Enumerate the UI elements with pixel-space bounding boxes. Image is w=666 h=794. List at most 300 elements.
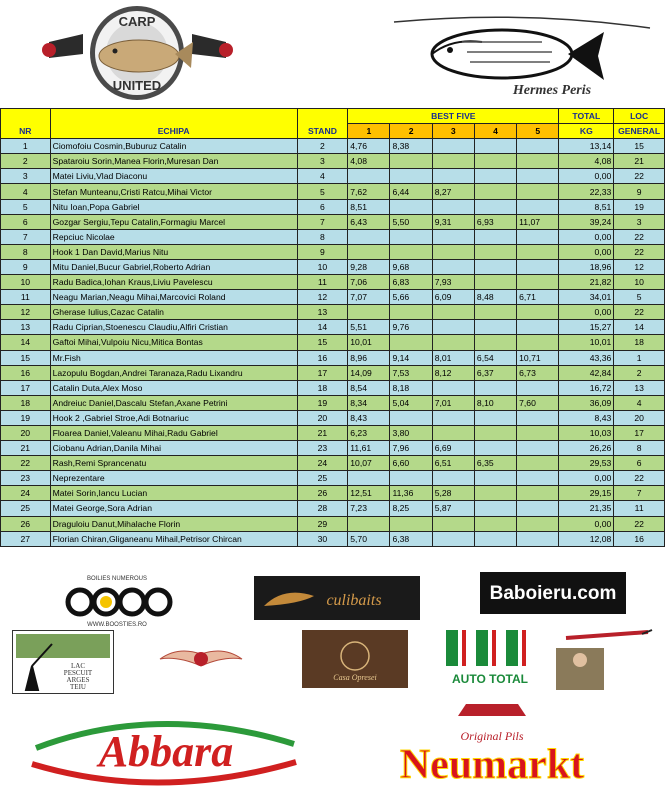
row-score-3 <box>432 229 474 244</box>
table-row <box>1 380 665 395</box>
row-nr: 24 <box>1 486 51 501</box>
row-score-3: 7,93 <box>432 275 474 290</box>
row-score-5 <box>517 516 559 531</box>
row-score-3 <box>432 320 474 335</box>
row-score-2: 3,80 <box>390 425 432 440</box>
header-row-1 <box>1 109 665 124</box>
row-score-1 <box>348 516 390 531</box>
row-total: 29,53 <box>559 456 614 471</box>
row-score-3: 6,09 <box>432 290 474 305</box>
row-nr: 17 <box>1 380 51 395</box>
row-stand: 25 <box>297 471 348 486</box>
row-team: Neprezentare <box>50 471 297 486</box>
auto-total-logo <box>434 628 546 686</box>
row-score-1: 14,09 <box>348 365 390 380</box>
row-team: Hook 1 Dan David,Marius Nitu <box>50 244 297 259</box>
row-score-5 <box>517 259 559 274</box>
row-stand: 19 <box>297 395 348 410</box>
row-team: Radu Ciprian,Stoenescu Claudiu,Alfiri Cristian <box>50 320 297 335</box>
row-loc: 14 <box>614 320 665 335</box>
svg-text:AUTO TOTAL: AUTO TOTAL <box>452 672 528 686</box>
row-total: 18,96 <box>559 259 614 274</box>
row-loc: 6 <box>614 456 665 471</box>
row-score-5 <box>517 425 559 440</box>
row-nr: 22 <box>1 456 51 471</box>
table-row <box>1 350 665 365</box>
row-score-3 <box>432 410 474 425</box>
row-score-1: 12,51 <box>348 486 390 501</box>
row-loc: 18 <box>614 335 665 350</box>
header-col-3: 3 <box>432 124 474 139</box>
row-nr: 12 <box>1 305 51 320</box>
row-score-2 <box>390 154 432 169</box>
row-score-3: 6,69 <box>432 441 474 456</box>
row-team: Stefan Munteanu,Cristi Ratcu,Mihai Victor <box>50 184 297 199</box>
header-col-5: 5 <box>517 124 559 139</box>
row-stand: 12 <box>297 290 348 305</box>
header-loc: LOC <box>614 109 665 124</box>
row-loc: 11 <box>614 501 665 516</box>
row-score-1 <box>348 471 390 486</box>
row-score-4: 8,10 <box>474 395 516 410</box>
row-team: Gherase Iulius,Cazac Catalin <box>50 305 297 320</box>
svg-text:Abbara: Abbara <box>98 727 234 776</box>
row-score-5 <box>517 184 559 199</box>
row-score-1 <box>348 229 390 244</box>
row-nr: 20 <box>1 425 51 440</box>
header-col-4: 4 <box>474 124 516 139</box>
row-loc: 22 <box>614 244 665 259</box>
row-stand: 28 <box>297 501 348 516</box>
row-score-1: 8,96 <box>348 350 390 365</box>
row-score-3 <box>432 305 474 320</box>
results-table-body <box>1 109 665 547</box>
row-loc: 22 <box>614 169 665 184</box>
row-score-3 <box>432 169 474 184</box>
row-score-3 <box>432 154 474 169</box>
row-stand: 11 <box>297 275 348 290</box>
row-team: Floarea Daniel,Valeanu Mihai,Radu Gabriel <box>50 425 297 440</box>
row-team: Matei Liviu,Vlad Diaconu <box>50 169 297 184</box>
row-loc: 16 <box>614 531 665 546</box>
row-score-5 <box>517 471 559 486</box>
page-header <box>0 0 666 108</box>
row-team: Gozgar Sergiu,Tepu Catalin,Formagiu Marcel <box>50 214 297 229</box>
row-score-2: 6,44 <box>390 184 432 199</box>
table-row <box>1 229 665 244</box>
table-row <box>1 501 665 516</box>
row-team: Catalin Duta,Alex Moso <box>50 380 297 395</box>
row-total: 4,08 <box>559 154 614 169</box>
row-score-4 <box>474 244 516 259</box>
row-score-3 <box>432 516 474 531</box>
row-score-1 <box>348 305 390 320</box>
header-echipa: ECHIPA <box>50 109 297 139</box>
row-score-1 <box>348 169 390 184</box>
table-row <box>1 456 665 471</box>
row-loc: 7 <box>614 486 665 501</box>
row-team: Mitu Daniel,Bucur Gabriel,Roberto Adrian <box>50 259 297 274</box>
row-score-1: 8,43 <box>348 410 390 425</box>
row-score-2: 6,83 <box>390 275 432 290</box>
row-loc: 13 <box>614 380 665 395</box>
table-row <box>1 441 665 456</box>
row-stand: 14 <box>297 320 348 335</box>
row-nr: 26 <box>1 516 51 531</box>
row-score-4 <box>474 169 516 184</box>
crest-logo <box>158 644 244 674</box>
row-score-2 <box>390 244 432 259</box>
row-score-5 <box>517 335 559 350</box>
header-best-five: BEST FIVE <box>348 109 559 124</box>
row-score-5 <box>517 501 559 516</box>
neumarkt-logo <box>340 702 644 792</box>
row-score-2: 8,18 <box>390 380 432 395</box>
row-score-1: 8,34 <box>348 395 390 410</box>
row-total: 34,01 <box>559 290 614 305</box>
table-row <box>1 395 665 410</box>
row-score-3 <box>432 139 474 154</box>
svg-text:PESCUIT: PESCUIT <box>63 669 93 677</box>
row-score-2: 9,14 <box>390 350 432 365</box>
table-row <box>1 199 665 214</box>
row-nr: 27 <box>1 531 51 546</box>
row-stand: 9 <box>297 244 348 259</box>
row-total: 12,08 <box>559 531 614 546</box>
row-score-5 <box>517 229 559 244</box>
row-score-2: 5,04 <box>390 395 432 410</box>
row-total: 8,51 <box>559 199 614 214</box>
row-score-3 <box>432 425 474 440</box>
row-score-5 <box>517 275 559 290</box>
row-score-1: 7,06 <box>348 275 390 290</box>
boilies-logo <box>48 572 186 630</box>
row-total: 8,43 <box>559 410 614 425</box>
row-score-4 <box>474 335 516 350</box>
table-row <box>1 259 665 274</box>
row-score-3: 5,87 <box>432 501 474 516</box>
table-row <box>1 184 665 199</box>
row-score-5: 10,71 <box>517 350 559 365</box>
row-nr: 23 <box>1 471 51 486</box>
row-score-4: 6,54 <box>474 350 516 365</box>
row-score-4: 6,35 <box>474 456 516 471</box>
row-score-4 <box>474 516 516 531</box>
row-score-2 <box>390 169 432 184</box>
row-nr: 5 <box>1 199 51 214</box>
table-row <box>1 471 665 486</box>
row-score-3 <box>432 244 474 259</box>
row-score-4 <box>474 441 516 456</box>
row-score-1: 10,07 <box>348 456 390 471</box>
table-row <box>1 410 665 425</box>
svg-text:Baboieru.com: Baboieru.com <box>489 583 617 604</box>
row-total: 10,03 <box>559 425 614 440</box>
row-loc: 22 <box>614 305 665 320</box>
row-score-2: 9,68 <box>390 259 432 274</box>
row-score-5 <box>517 320 559 335</box>
row-nr: 3 <box>1 169 51 184</box>
row-total: 29,15 <box>559 486 614 501</box>
header-col-1: 1 <box>348 124 390 139</box>
row-stand: 15 <box>297 335 348 350</box>
row-score-1: 4,08 <box>348 154 390 169</box>
row-stand: 3 <box>297 154 348 169</box>
row-team: Gaftoi Mihai,Vulpoiu Nicu,Mitica Bontas <box>50 335 297 350</box>
table-row <box>1 305 665 320</box>
row-team: Spataroiu Sorin,Manea Florin,Muresan Dan <box>50 154 297 169</box>
row-score-2: 9,76 <box>390 320 432 335</box>
row-nr: 18 <box>1 395 51 410</box>
row-score-3 <box>432 335 474 350</box>
row-score-5 <box>517 531 559 546</box>
row-score-4 <box>474 199 516 214</box>
row-score-2 <box>390 305 432 320</box>
row-score-1: 5,51 <box>348 320 390 335</box>
row-stand: 20 <box>297 410 348 425</box>
row-score-2: 8,25 <box>390 501 432 516</box>
fishing-rod-logo <box>552 626 654 692</box>
table-row <box>1 425 665 440</box>
row-score-4 <box>474 229 516 244</box>
svg-text:Casa Opresei: Casa Opresei <box>333 673 377 682</box>
row-total: 0,00 <box>559 305 614 320</box>
row-total: 16,72 <box>559 380 614 395</box>
row-score-1: 6,23 <box>348 425 390 440</box>
row-team: Draguloiu Danut,Mihalache Florin <box>50 516 297 531</box>
row-score-4 <box>474 184 516 199</box>
row-stand: 17 <box>297 365 348 380</box>
table-row <box>1 169 665 184</box>
row-score-4 <box>474 531 516 546</box>
row-nr: 6 <box>1 214 51 229</box>
row-stand: 10 <box>297 259 348 274</box>
row-nr: 15 <box>1 350 51 365</box>
svg-text:Hermes Peris: Hermes Peris <box>512 83 592 98</box>
row-team: Neagu Marian,Neagu Mihai,Marcovici Roland <box>50 290 297 305</box>
row-loc: 8 <box>614 441 665 456</box>
row-total: 39,24 <box>559 214 614 229</box>
row-stand: 5 <box>297 184 348 199</box>
sponsors-section <box>0 570 666 794</box>
table-row <box>1 244 665 259</box>
row-stand: 21 <box>297 425 348 440</box>
row-score-3 <box>432 380 474 395</box>
row-score-2: 8,38 <box>390 139 432 154</box>
row-score-2 <box>390 471 432 486</box>
row-stand: 24 <box>297 456 348 471</box>
row-stand: 6 <box>297 199 348 214</box>
row-stand: 7 <box>297 214 348 229</box>
row-team: Matei Sorin,Iancu Lucian <box>50 486 297 501</box>
row-loc: 1 <box>614 350 665 365</box>
row-nr: 10 <box>1 275 51 290</box>
row-total: 0,00 <box>559 516 614 531</box>
row-nr: 9 <box>1 259 51 274</box>
abbara-logo <box>18 706 308 790</box>
row-loc: 22 <box>614 516 665 531</box>
row-nr: 4 <box>1 184 51 199</box>
row-score-5 <box>517 410 559 425</box>
row-score-2: 5,66 <box>390 290 432 305</box>
row-nr: 8 <box>1 244 51 259</box>
table-row <box>1 154 665 169</box>
row-stand: 26 <box>297 486 348 501</box>
row-loc: 2 <box>614 365 665 380</box>
row-team: Lazopulu Bogdan,Andrei Taranaza,Radu Lixandru <box>50 365 297 380</box>
row-score-3: 7,01 <box>432 395 474 410</box>
row-score-1: 6,43 <box>348 214 390 229</box>
row-score-3: 8,27 <box>432 184 474 199</box>
row-score-5 <box>517 199 559 214</box>
table-row <box>1 290 665 305</box>
results-table <box>0 108 665 547</box>
row-team: Florian Chiran,Gliganeanu Mihail,Petrisor Chircan <box>50 531 297 546</box>
row-team: Radu Badica,Iohan Kraus,Liviu Pavelescu <box>50 275 297 290</box>
row-total: 36,09 <box>559 395 614 410</box>
svg-text:WWW.BOOSTIES.RO: WWW.BOOSTIES.RO <box>87 622 147 628</box>
row-total: 13,14 <box>559 139 614 154</box>
row-score-4 <box>474 410 516 425</box>
row-stand: 8 <box>297 229 348 244</box>
row-loc: 4 <box>614 395 665 410</box>
row-nr: 16 <box>1 365 51 380</box>
row-nr: 11 <box>1 290 51 305</box>
row-loc: 17 <box>614 425 665 440</box>
row-score-4 <box>474 486 516 501</box>
row-total: 21,82 <box>559 275 614 290</box>
row-score-2: 7,96 <box>390 441 432 456</box>
row-score-1: 11,61 <box>348 441 390 456</box>
svg-text:culibaits: culibaits <box>326 592 382 609</box>
svg-text:Original Pils: Original Pils <box>460 729 524 743</box>
row-total: 0,00 <box>559 169 614 184</box>
row-stand: 16 <box>297 350 348 365</box>
row-loc: 15 <box>614 139 665 154</box>
svg-text:ARGES: ARGES <box>66 676 90 684</box>
row-total: 21,35 <box>559 501 614 516</box>
row-loc: 22 <box>614 229 665 244</box>
row-score-4: 6,93 <box>474 214 516 229</box>
row-score-2: 7,53 <box>390 365 432 380</box>
row-total: 10,01 <box>559 335 614 350</box>
header-kg: KG <box>559 124 614 139</box>
row-total: 26,26 <box>559 441 614 456</box>
row-nr: 7 <box>1 229 51 244</box>
carp-united-logo <box>35 4 240 102</box>
row-score-3: 6,51 <box>432 456 474 471</box>
row-team: Matei George,Sora Adrian <box>50 501 297 516</box>
row-score-1: 5,70 <box>348 531 390 546</box>
row-stand: 23 <box>297 441 348 456</box>
header-total: TOTAL <box>559 109 614 124</box>
row-team: Andreiuc Daniel,Dascalu Stefan,Axane Petrini <box>50 395 297 410</box>
row-score-5 <box>517 380 559 395</box>
row-nr: 21 <box>1 441 51 456</box>
row-score-4: 6,37 <box>474 365 516 380</box>
hermes-peris-logo <box>392 8 654 102</box>
row-score-3: 9,31 <box>432 214 474 229</box>
row-score-4 <box>474 380 516 395</box>
row-total: 43,36 <box>559 350 614 365</box>
row-loc: 20 <box>614 410 665 425</box>
svg-text:UNITED: UNITED <box>112 78 162 93</box>
row-score-2: 11,36 <box>390 486 432 501</box>
row-score-2 <box>390 410 432 425</box>
row-team: Hook 2 ,Gabriel Stroe,Adi Botnariuc <box>50 410 297 425</box>
table-row <box>1 365 665 380</box>
row-loc: 5 <box>614 290 665 305</box>
table-row <box>1 531 665 546</box>
row-score-2 <box>390 335 432 350</box>
row-total: 0,00 <box>559 471 614 486</box>
row-score-5: 6,73 <box>517 365 559 380</box>
row-team: Rash,Remi Sprancenatu <box>50 456 297 471</box>
row-score-4 <box>474 320 516 335</box>
row-nr: 1 <box>1 139 51 154</box>
row-score-4 <box>474 139 516 154</box>
row-score-5 <box>517 441 559 456</box>
culibaits-logo <box>254 576 420 620</box>
row-stand: 18 <box>297 380 348 395</box>
row-loc: 19 <box>614 199 665 214</box>
row-score-5: 6,71 <box>517 290 559 305</box>
table-row <box>1 486 665 501</box>
row-loc: 21 <box>614 154 665 169</box>
header-stand: STAND <box>297 109 348 139</box>
row-loc: 12 <box>614 259 665 274</box>
row-score-5 <box>517 456 559 471</box>
row-total: 15,27 <box>559 320 614 335</box>
row-score-4 <box>474 154 516 169</box>
row-score-5 <box>517 154 559 169</box>
row-stand: 4 <box>297 169 348 184</box>
row-team: Ciomofoiu Cosmin,Buburuz Catalin <box>50 139 297 154</box>
row-score-5 <box>517 169 559 184</box>
row-score-5 <box>517 139 559 154</box>
row-score-2 <box>390 229 432 244</box>
row-score-1: 4,76 <box>348 139 390 154</box>
row-score-5: 7,60 <box>517 395 559 410</box>
row-loc: 10 <box>614 275 665 290</box>
row-stand: 2 <box>297 139 348 154</box>
row-team: Nitu Ioan,Popa Gabriel <box>50 199 297 214</box>
row-score-3 <box>432 199 474 214</box>
row-score-5 <box>517 486 559 501</box>
row-score-1: 7,07 <box>348 290 390 305</box>
row-score-1: 7,23 <box>348 501 390 516</box>
row-loc: 22 <box>614 471 665 486</box>
row-total: 0,00 <box>559 229 614 244</box>
row-total: 42,84 <box>559 365 614 380</box>
row-score-4 <box>474 425 516 440</box>
row-score-4 <box>474 275 516 290</box>
row-score-1: 9,28 <box>348 259 390 274</box>
table-row <box>1 320 665 335</box>
row-score-3: 8,01 <box>432 350 474 365</box>
baboieru-logo <box>480 572 626 614</box>
row-score-2: 5,50 <box>390 214 432 229</box>
row-team: Repciuc Nicolae <box>50 229 297 244</box>
row-nr: 25 <box>1 501 51 516</box>
svg-text:CARP: CARP <box>118 14 156 29</box>
row-score-4 <box>474 305 516 320</box>
table-row <box>1 214 665 229</box>
row-total: 22,33 <box>559 184 614 199</box>
row-nr: 19 <box>1 410 51 425</box>
row-score-3 <box>432 471 474 486</box>
table-row <box>1 139 665 154</box>
